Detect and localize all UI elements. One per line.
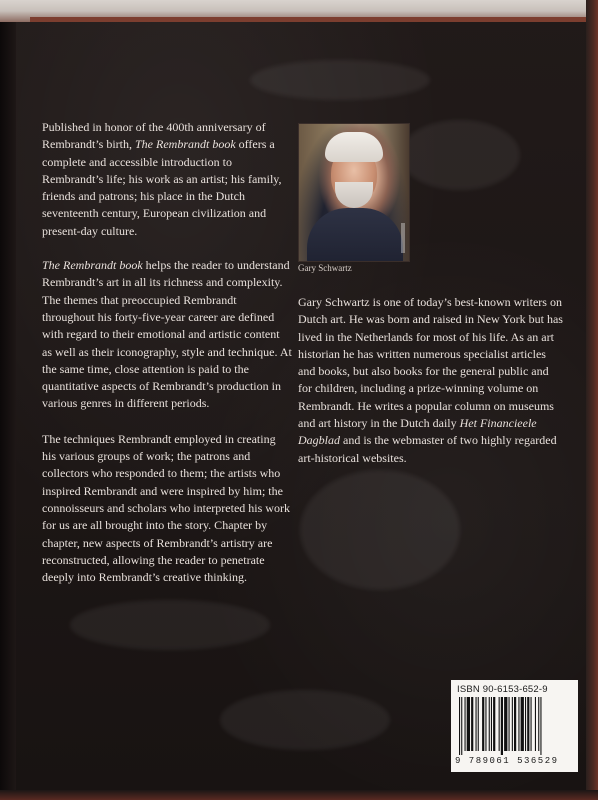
barcode-number: 9 789061 536529 bbox=[455, 756, 559, 766]
newspaper-title: Het Financieele Dagblad bbox=[298, 416, 537, 448]
isbn-barcode-block bbox=[451, 680, 578, 772]
description-column bbox=[42, 119, 292, 603]
book-left-edge bbox=[0, 22, 16, 800]
shrinkwrap-glare bbox=[300, 470, 460, 590]
description-paragraph-3: The techniques Rembrandt employed in creating his various groups of work; the patrons and collectors who responded to them; the artists who inspired Rembrandt and were inspired by him; the connoisseurs and scholars who interpreted his work for us are all brought into the story. Chapter by chapter, new aspects of Rembrandt’s artistry are reconstructed, allowing the reader to penetrate deeply into Rembrandt’s creative thinking. bbox=[42, 431, 290, 585]
photo-credit-mark bbox=[401, 223, 405, 253]
shrinkwrap-glare bbox=[400, 120, 520, 190]
description-paragraph-1: Published in honor of the 400th anniversary of Rembrandt’s birth, The Rembrandt book offers a complete and accessible introduction to Rembrandt’s life; his work as an artist; his family, friends and patrons; his place in the Dutch seventeenth century, European civilization and present-day culture. bbox=[42, 120, 282, 238]
book-title: The Rembrandt book bbox=[42, 258, 143, 273]
book-bottom-edge bbox=[0, 790, 598, 800]
description-paragraph-2: The Rembrandt book helps the reader to understand Rembrandt’s art in all its richness and complexity. The themes that preoccupied Rembrandt throughout his forty-five-year career are defined with regard to their emotional and artistic content as well as their iconography, style and technique. At the same time, close attention is paid to the quantitative aspects of Rembrandt’s production in various genres in different periods. bbox=[42, 258, 292, 411]
shrinkwrap-glare bbox=[70, 600, 270, 650]
barcode-icon bbox=[459, 697, 571, 755]
author-bio: Gary Schwartz is one of today’s best-known writers on Dutch art. He was born and raised in New York but has lived in the Netherlands for most of his life. As an art historian he has written numerous specialist articles and books, but also books for the general public and for children, including a prize-winning volume on Rembrandt. He writes a popular column on museums and art history in the Dutch daily Het Financieele Dagblad and is the webmaster of two highly regarded art-historical websites. bbox=[298, 295, 563, 465]
book-top-edge bbox=[0, 0, 598, 22]
isbn-label: ISBN 90-6153-652-9 bbox=[457, 684, 548, 695]
shrinkwrap-glare bbox=[250, 60, 430, 100]
book-title: The Rembrandt book bbox=[135, 137, 236, 152]
author-photo bbox=[298, 123, 410, 262]
book-right-edge bbox=[586, 0, 598, 800]
shrinkwrap-glare bbox=[220, 690, 390, 750]
photo-caption: Gary Schwartz bbox=[298, 263, 352, 273]
